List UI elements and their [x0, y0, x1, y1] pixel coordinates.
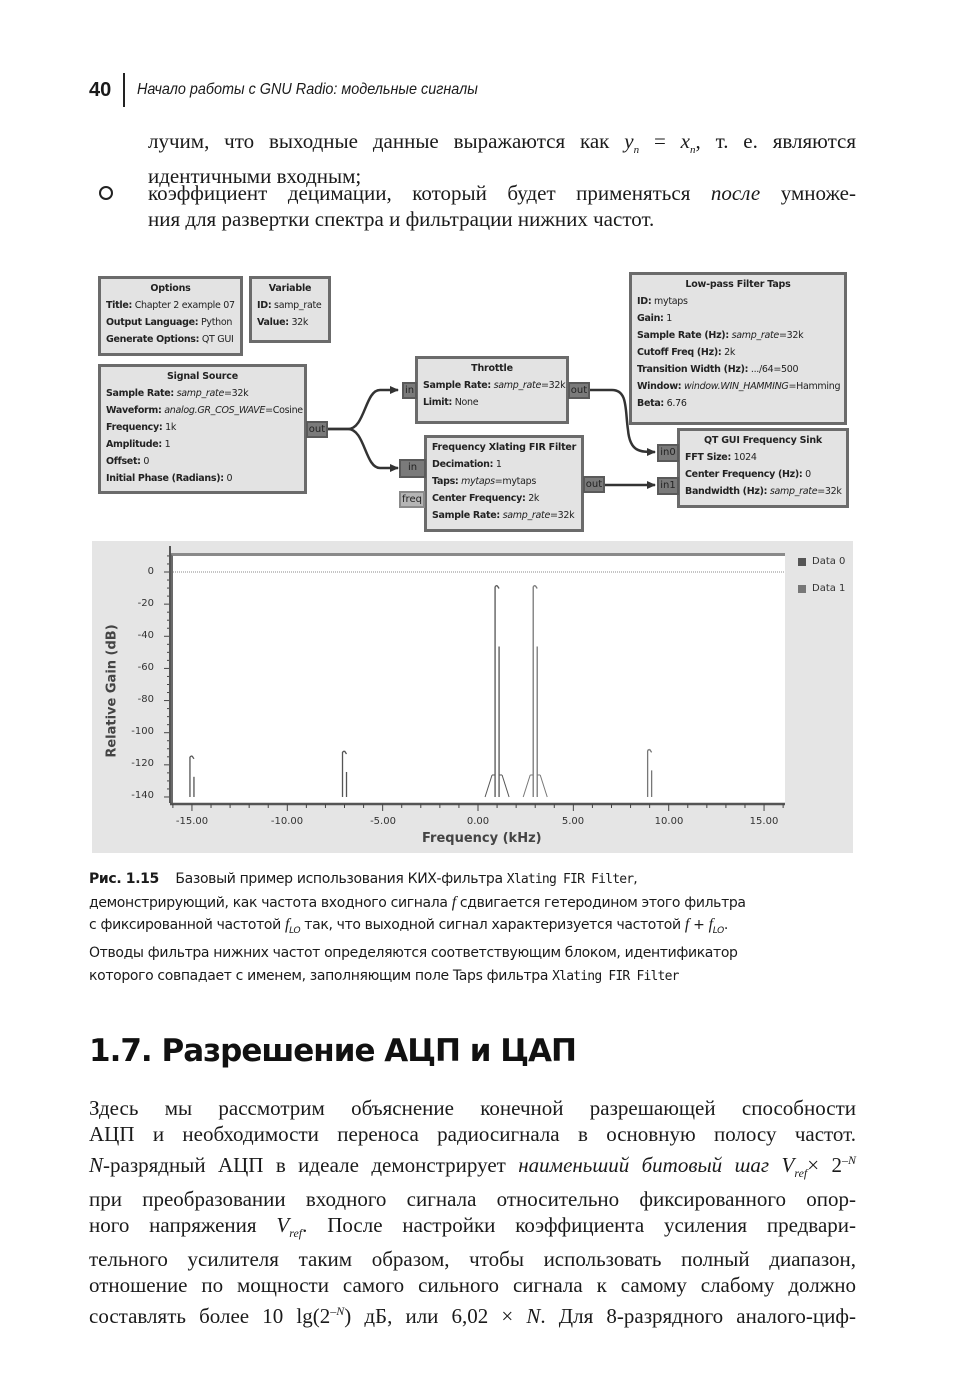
- block-param: [632, 378, 844, 395]
- caption-line: [89, 868, 849, 892]
- block-param: [427, 456, 581, 473]
- block-param: [101, 402, 304, 419]
- param-expr: window.WIN_HAMMING: [681, 381, 789, 392]
- param-key: Bandwidth (Hz):: [685, 486, 768, 497]
- param-value: 32k: [288, 317, 309, 328]
- math-sup: –N: [330, 1304, 345, 1319]
- caption-line: [89, 965, 849, 989]
- block-param: [101, 314, 240, 331]
- param-value: 1: [161, 439, 171, 450]
- text-span: ) дБ, или 6,02 ×: [344, 1304, 527, 1329]
- text-line: АЦП и необходимости переноса радиосигнала в основную полосу частот.: [89, 1122, 856, 1146]
- param-key: Title:: [106, 300, 132, 311]
- text-line: идентичными входным;: [148, 164, 362, 189]
- y-tick-label: -80: [137, 694, 154, 705]
- math-sub: ref: [794, 1166, 808, 1181]
- block-param: [427, 473, 581, 490]
- param-key: Window:: [637, 381, 682, 392]
- text-span: составлять более 10 lg(2: [89, 1304, 331, 1329]
- param-value: 1024: [730, 452, 757, 463]
- port-signal-source-out[interactable]: out: [306, 421, 328, 438]
- text-line: Здесь мы рассмотрим объяснение конечной разрешающей способности: [89, 1096, 856, 1120]
- legend-label: Data 0: [812, 556, 846, 567]
- param-key: Generate Options:: [106, 334, 200, 345]
- text-line: ния для развертки спектра и фильтрации нижних частот.: [148, 207, 655, 231]
- text-span: . Для 8-разрядного аналого-циф-: [540, 1304, 857, 1329]
- bullet-paragraph: [148, 180, 856, 232]
- param-expr: samp_rate: [490, 380, 541, 391]
- param-value: 0: [223, 473, 233, 484]
- param-key: Center Frequency (Hz):: [685, 469, 803, 480]
- math-f: f: [451, 893, 456, 911]
- legend-item-data-0[interactable]: [798, 556, 845, 567]
- param-key: Offset:: [106, 456, 141, 467]
- param-value: mytaps: [651, 296, 688, 307]
- param-key: Sample Rate:: [106, 388, 174, 399]
- param-value: samp_rate: [271, 300, 322, 311]
- math-sub: n: [633, 144, 640, 157]
- param-key: Gain:: [637, 313, 664, 324]
- code-span: Xlating FIR Filter: [552, 968, 679, 984]
- param-value: =32k: [550, 510, 575, 521]
- block-param: [101, 470, 304, 487]
- block-title: QT GUI Frequency Sink: [703, 435, 823, 446]
- port-xlating-out[interactable]: out: [583, 476, 605, 493]
- block-param: [427, 490, 581, 507]
- legend-swatch-icon: [798, 585, 806, 593]
- text-span: .: [723, 917, 728, 933]
- param-key: Transition Width (Hz):: [637, 364, 749, 375]
- frequency-chart: [92, 541, 853, 853]
- param-key: Decimation:: [432, 459, 494, 470]
- param-key: Frequency:: [106, 422, 163, 433]
- param-value: =32k: [817, 486, 842, 497]
- block-param: [252, 314, 328, 331]
- param-value: None: [452, 397, 479, 408]
- param-value: =Cosine: [265, 405, 303, 416]
- param-value: 2k: [721, 347, 736, 358]
- block-param: [680, 483, 846, 500]
- legend-label: Data 1: [812, 583, 846, 594]
- block-signal-source[interactable]: [98, 364, 307, 494]
- x-axis-label: Frequency (kHz): [422, 831, 542, 846]
- block-title: Frequency Xlating FIR Filter: [431, 442, 577, 453]
- port-throttle-in[interactable]: in: [402, 382, 417, 399]
- text-line: [148, 128, 856, 163]
- running-title: Начало работы с GNU Radio: модельные сигналы: [137, 81, 478, 98]
- caption-line: [89, 892, 849, 915]
- text-span: . После настройки коэффициента усиления предвари-: [302, 1213, 856, 1238]
- math-sub: LO: [712, 925, 724, 936]
- header-divider: [123, 73, 125, 107]
- math-eq: =: [639, 129, 681, 153]
- block-title: Signal Source: [167, 371, 238, 382]
- math-sup: –N: [842, 1153, 857, 1167]
- param-expr: mytaps: [458, 476, 495, 487]
- block-title: Options: [150, 283, 191, 294]
- param-value: =32k: [224, 388, 249, 399]
- y-tick-label: -100: [131, 726, 154, 737]
- port-xlating-in[interactable]: in: [399, 459, 426, 478]
- block-lowpass-filter-taps[interactable]: [629, 272, 847, 425]
- emphasis: после: [710, 181, 761, 205]
- block-param: [101, 419, 304, 436]
- param-expr: samp_rate: [499, 510, 550, 521]
- text-line: при преобразовании входного сигнала относительно фиксированного опор-: [89, 1187, 856, 1212]
- math-V: V: [276, 1213, 290, 1238]
- math-f: f: [684, 916, 689, 933]
- x-tick-label: -5.00: [370, 816, 396, 827]
- block-param: [252, 297, 328, 314]
- param-expr: samp_rate: [173, 388, 224, 399]
- param-key: Taps:: [432, 476, 459, 487]
- figure-label: Рис. 1.15: [89, 871, 159, 887]
- y-tick-label: -40: [137, 630, 154, 641]
- running-header: [89, 74, 516, 106]
- param-value: Python: [198, 317, 233, 328]
- param-key: Initial Phase (Radians):: [106, 473, 224, 484]
- math-N: N: [89, 1153, 104, 1177]
- text-line: отношение по мощности самого сильного сигнала к самому слабому должно: [89, 1273, 856, 1298]
- port-sink-in0[interactable]: in0: [657, 444, 679, 462]
- x-tick-label: -10.00: [270, 816, 304, 827]
- block-param: [418, 377, 566, 394]
- y-tick-label: -60: [137, 662, 154, 673]
- param-key: ID:: [637, 296, 652, 307]
- text-span: с фиксированной частотой: [89, 917, 285, 933]
- param-value: =Hamming: [788, 381, 841, 392]
- text-line: [89, 1298, 856, 1329]
- param-value: =32k: [778, 330, 804, 341]
- param-value: 1k: [162, 422, 177, 433]
- caption-line: [89, 914, 849, 942]
- math-V: V: [781, 1153, 795, 1177]
- block-options[interactable]: [98, 276, 243, 356]
- param-key: Waveform:: [106, 405, 162, 416]
- param-value: =mytaps: [494, 476, 537, 487]
- text-line: [89, 1147, 856, 1186]
- block-param: [632, 310, 844, 327]
- param-expr: samp_rate: [767, 486, 818, 497]
- port-xlating-freq[interactable]: freq: [399, 491, 425, 508]
- block-freq-xlating-fir-filter[interactable]: [424, 435, 584, 532]
- text-span: ного напряжения: [89, 1213, 277, 1238]
- param-value: 1: [493, 459, 502, 470]
- block-param: [632, 344, 844, 361]
- param-value: =32k: [541, 380, 566, 391]
- text-span: +: [688, 917, 709, 933]
- emphasis: наименьший битовый шаг: [518, 1153, 782, 1177]
- text-line: тельного усилителя таким образом, чтобы использовать полный диапазон,: [89, 1247, 856, 1272]
- bullet-circle-icon: [99, 186, 113, 200]
- param-value: 0: [140, 456, 150, 467]
- math-sub: n: [689, 144, 696, 157]
- param-value: Chapter 2 example 07: [131, 300, 235, 311]
- block-param: [101, 385, 304, 402]
- block-qt-gui-frequency-sink[interactable]: [677, 428, 849, 508]
- port-throttle-out[interactable]: out: [568, 382, 590, 399]
- math-sub: LO: [289, 925, 301, 936]
- param-key: Center Frequency:: [432, 493, 526, 504]
- param-value: 2k: [525, 493, 540, 504]
- param-value: .../64=500: [748, 364, 799, 375]
- param-key: Sample Rate:: [423, 380, 491, 391]
- block-title: Throttle: [471, 363, 513, 374]
- text-span: -разрядный АЦП в идеале демонстрирует: [103, 1153, 519, 1177]
- text-span: лучим, что выходные данные выражаются как: [148, 129, 625, 153]
- block-param: [101, 436, 304, 453]
- block-param: [101, 297, 240, 314]
- param-value: 0: [802, 469, 811, 480]
- math-f: f: [708, 916, 713, 933]
- param-key: FFT Size:: [685, 452, 731, 463]
- param-value: 6.76: [663, 398, 687, 409]
- code-span: Xlating FIR Filter: [506, 872, 634, 887]
- block-param: [680, 449, 846, 466]
- block-param: [427, 507, 581, 524]
- param-key: Sample Rate (Hz):: [637, 330, 729, 341]
- block-param: [101, 453, 304, 470]
- y-axis-label: Relative Gain (dB): [104, 624, 120, 758]
- text-span: которого совпадает с именем, заполняющим поле Taps фильтра: [89, 967, 553, 984]
- text-span: сдвигается гетеродином этого фильтра: [455, 894, 746, 911]
- page-number: 40: [89, 78, 112, 101]
- y-tick-label: -20: [137, 598, 154, 609]
- text-line: [89, 1212, 856, 1246]
- block-param: [632, 327, 844, 344]
- param-value: QT GUI: [199, 334, 234, 345]
- math-y: y: [624, 129, 634, 153]
- block-title: Variable: [268, 283, 312, 294]
- section-heading: 1.7. Разрешение АЦП и ЦАП: [89, 1033, 576, 1069]
- param-key: Amplitude:: [106, 439, 162, 450]
- y-tick-label: 0: [147, 566, 154, 577]
- block-param: [632, 361, 844, 378]
- text-span: ,: [633, 871, 638, 887]
- param-key: Limit:: [423, 397, 453, 408]
- block-param: [680, 466, 846, 483]
- legend-swatch-icon: [798, 558, 806, 566]
- legend-item-data-1[interactable]: [798, 583, 845, 594]
- param-key: Value:: [257, 317, 289, 328]
- math-f: f: [284, 916, 290, 933]
- x-tick-label: 0.00: [466, 816, 490, 827]
- chart-svg: [92, 541, 853, 853]
- text-span: коэффициент децимации, который будет применяться: [148, 181, 711, 205]
- param-value: 1: [663, 313, 672, 324]
- text-span: демонстрирующий, как частота входного сигнала: [89, 894, 452, 911]
- param-key: Beta:: [637, 398, 664, 409]
- block-param: [632, 293, 844, 310]
- math-x: x: [680, 129, 690, 153]
- param-key: ID:: [257, 300, 272, 311]
- x-tick-label: 15.00: [749, 816, 779, 827]
- param-expr: samp_rate: [728, 330, 779, 341]
- math-sub: ref: [289, 1226, 303, 1241]
- block-param: [632, 395, 844, 412]
- port-sink-in1[interactable]: in1: [657, 477, 679, 495]
- figure-caption: [89, 868, 849, 988]
- block-variable[interactable]: [249, 276, 331, 343]
- y-tick-label: -140: [131, 790, 154, 801]
- param-expr: analog.GR_COS_WAVE: [161, 405, 266, 416]
- x-tick-label: 5.00: [561, 816, 585, 827]
- body-paragraph: [89, 1095, 856, 1329]
- text-span: так, что выходной сигнал характеризуется частотой: [300, 917, 685, 933]
- math-N: N: [526, 1304, 541, 1329]
- x-tick-label: 10.00: [654, 816, 684, 827]
- block-title: Low-pass Filter Taps: [685, 279, 791, 290]
- block-throttle[interactable]: [415, 356, 569, 424]
- param-key: Output Language:: [106, 317, 199, 328]
- text-span: умноже-: [760, 181, 856, 205]
- caption-line: Отводы фильтра нижних частот определяются соответствующим блоком, идентификатор: [89, 945, 738, 962]
- block-param: [418, 394, 566, 411]
- text-span: × 2: [807, 1153, 842, 1177]
- param-key: Sample Rate:: [432, 510, 500, 521]
- param-key: Cutoff Freq (Hz):: [637, 347, 722, 358]
- text-line: [148, 180, 856, 206]
- y-tick-label: -120: [131, 758, 154, 769]
- block-param: [101, 331, 240, 348]
- text-span: , т. е. являются: [695, 129, 857, 153]
- text-span: Базовый пример использования КИХ-фильтра: [175, 871, 507, 887]
- x-tick-label: -15.00: [175, 816, 209, 827]
